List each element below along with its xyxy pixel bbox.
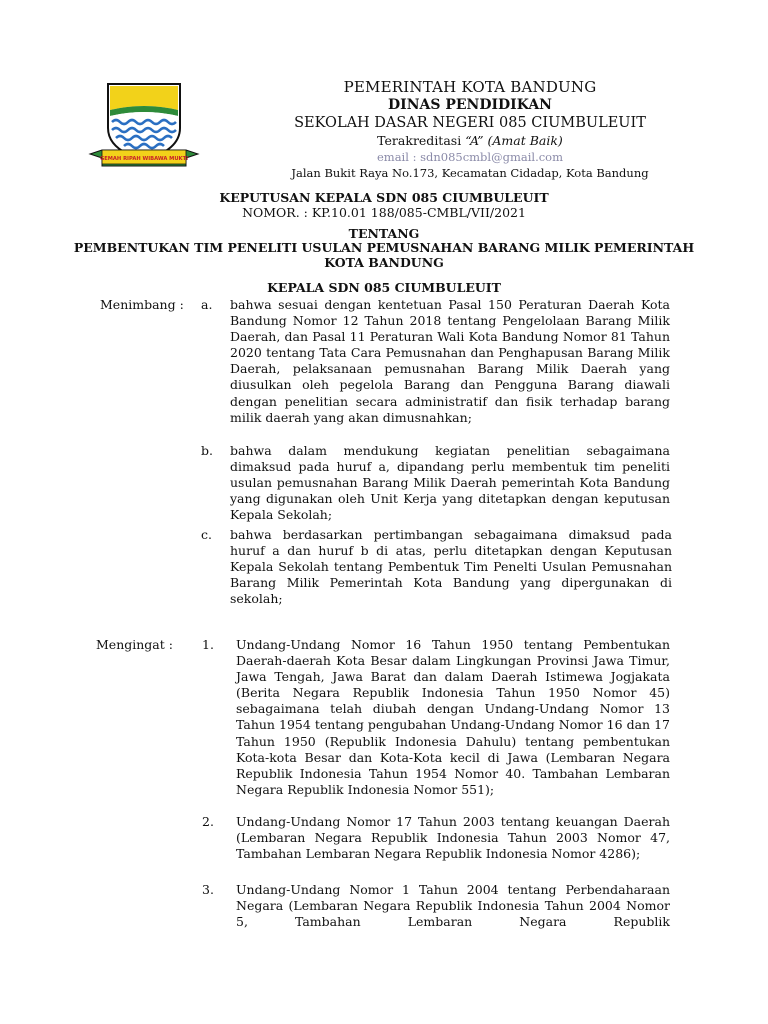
mengingat-marker: 2. — [202, 814, 214, 829]
menimbang-label: Menimbang : — [100, 297, 184, 312]
decree-about: TENTANG — [348, 226, 420, 241]
email-address[interactable]: sdn085cmbl@gmail.com — [420, 150, 564, 164]
menimbang-item: bahwa dalam mendukung kegiatan penelitian sebagaimana dimaksud pada huruf a, dipandang perlu membentuk tim peneliti usulan pemusnahan Barang Milik Daerah pemerintah Kota Bandung yang digunakan oleh Unit Kerja yang ditetapkan dengan keputusan Kepala Sekolah; — [230, 443, 670, 523]
email-label: email : — [376, 150, 421, 164]
decree-subject-line1: PEMBENTUKAN TIM PENELITI USULAN PEMUSNAHAN BARANG MILIK PEMERINTAH — [73, 240, 695, 255]
mengingat-item: Undang-Undang Nomor 1 Tahun 2004 tentang Perbendaharaan Negara (Lembaran Negara Republik Indonesia Tahun 2004 Nomor 5, Tambahan Lembaran Negara Republik — [236, 882, 670, 930]
decree-issuer: KEPALA SDN 085 CIUMBULEUIT — [267, 280, 501, 295]
decree-number: NOMOR. : KP.10.01 188/085-CMBL/VII/2021 — [242, 205, 526, 220]
mengingat-marker: 3. — [202, 882, 214, 897]
accreditation — [200, 133, 740, 149]
department-name: DINAS PENDIDIKAN — [388, 97, 552, 113]
school-address: Jalan Bukit Raya No.173, Kecamatan Cidadap, Kota Bandung — [291, 166, 649, 180]
mengingat-item: Undang-Undang Nomor 16 Tahun 1950 tentang Pembentukan Daerah-daerah Kota Besar dalam Lingkungan Provinsi Jawa Timur, Jawa Tengah, Jawa Barat dan dalam Daerah Istimewa Jogjakata (Berita Negara Republik Indonesia Tahun 1950 Nomor 45) sebagaimana telah diubah dengan Undang-Undang Nomor 13 Tahun 1954 tentang pengubahan Undang-Undang Nomor 16 dan 17 Tahun 1950 (Republik Indonesia Dahulu) tentang pembentukan Kota-kota Besar dan Kota-Kota kecil di Jawa (Lembaran Negara Republik Indonesia Tahun 1954 Nomor 40. Tambahan Lembaran Negara Republik Indonesia Nomor 551); — [236, 637, 670, 797]
menimbang-item: bahwa sesuai dengan kentetuan Pasal 150 Peraturan Daerah Kota Bandung Nomor 12 Tahun 2018 tentang Pengelolaan Barang Milik Daerah, dan Pasal 11 Peraturan Wali Kota Bandung Nomor 81 Tahun 2020 tentang Tata Cara Pemusnahan dan Penghapusan Barang Milik Daerah, pelaksanaan pemusnahan Barang Milik Daerah yang diusulkan oleh pegelola Barang dan Pengguna Barang diawali dengan penelitian secara administratif dan fisik terhadap barang milik daerah yang akan dimusnahkan; — [230, 297, 670, 425]
bandung-city-emblem — [88, 80, 200, 170]
accreditation-label: Terakreditasi — [377, 133, 466, 148]
menimbang-marker: b. — [201, 443, 213, 458]
mengingat-item: Undang-Undang Nomor 17 Tahun 2003 tentang keuangan Daerah (Lembaran Negara Republik Indonesia Tahun 2003 Nomor 47, Tambahan Lembaran Negara Republik Indonesia Nomor 4286); — [236, 814, 670, 862]
school-name: SEKOLAH DASAR NEGERI 085 CIUMBULEUIT — [294, 115, 646, 131]
decree-subject-line2: KOTA BANDUNG — [324, 255, 444, 270]
menimbang-item: bahwa berdasarkan pertimbangan sebagaimana dimaksud pada huruf a dan huruf b di atas, perlu ditetapkan dengan Keputusan Kepala Sekolah tentang Pembentuk Tim Penelti Usulan Pemusnahan Barang Milik Pemerintah Kota Bandung yang dipergunakan di sekolah; — [230, 527, 672, 607]
email-line — [200, 149, 740, 165]
accreditation-grade: “A” (Amat Baik) — [465, 133, 563, 148]
menimbang-marker: c. — [201, 527, 212, 542]
mengingat-marker: 1. — [202, 637, 214, 652]
menimbang-marker: a. — [201, 297, 213, 312]
letterhead — [200, 78, 740, 182]
decree-title: KEPUTUSAN KEPALA SDN 085 CIUMBULEUIT — [219, 190, 549, 205]
emblem-motto: GEMAH RIPAH WIBAWA MUKTI — [99, 156, 189, 162]
mengingat-label: Mengingat : — [96, 637, 173, 652]
government-name: PEMERINTAH KOTA BANDUNG — [343, 78, 597, 96]
